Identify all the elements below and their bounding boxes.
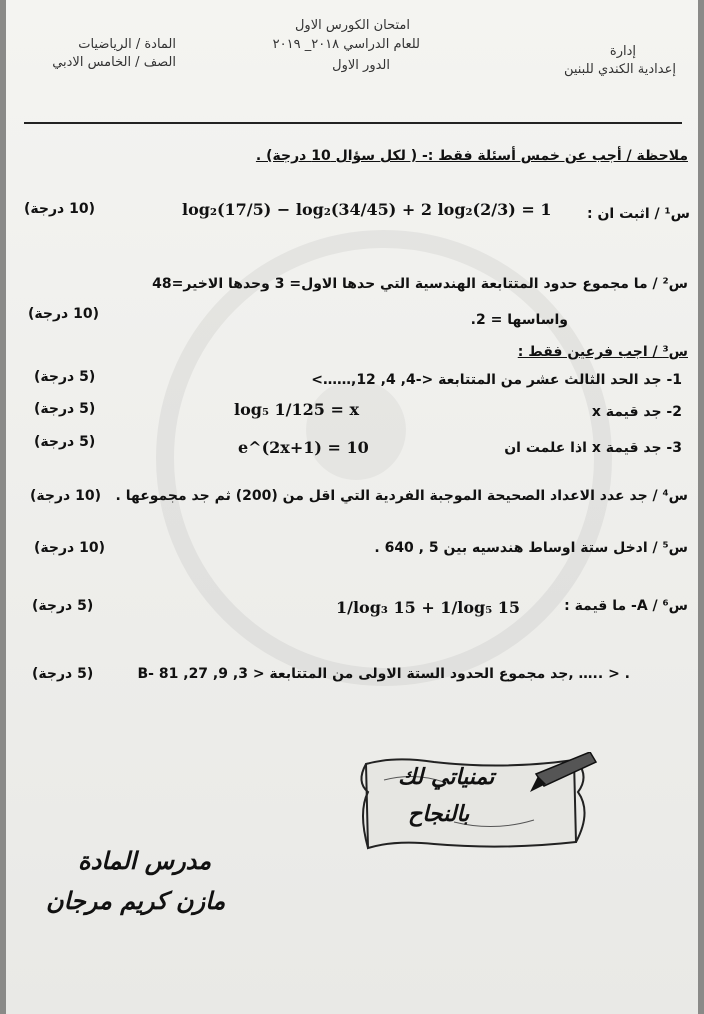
- q3-item1: 1- جد الحد الثالث عشر من المتتابعة <-4, 4, 12,……>: [311, 372, 682, 388]
- q3-item3-expression: e^(2x+1) = 10: [238, 438, 369, 457]
- q1-marks: (10 درجة): [24, 201, 95, 217]
- q5-marks: (10 درجة): [34, 540, 105, 556]
- header-exam-title: امتحان الكورس الاول: [294, 18, 410, 33]
- q4-text: س⁴ / جد عدد الاعداد الصحيحة الموجبة الفردية التي اقل من (200) ثم جد مجموعها .: [115, 488, 688, 504]
- header-subject: المادة / الرياضيات: [78, 37, 176, 52]
- exam-paper: [6, 0, 698, 1014]
- q3-marks2: (5 درجة): [34, 401, 96, 417]
- header-grade: الصف / الخامس الادبي: [52, 55, 176, 70]
- q3-label: س³ / اجب فرعين فقط :: [517, 344, 688, 360]
- q4-marks: (10 درجة): [30, 488, 101, 504]
- q5-text: س⁵ / ادخل ستة اوساط هندسيه بين 5 , 640 .: [374, 540, 688, 556]
- q1-expression: log₂(17/5) − log₂(34/45) + 2 log₂(2/3) = 1: [182, 200, 552, 219]
- q3-item3: 3- جد قيمة x اذا علمت ان: [504, 440, 682, 456]
- q2-marks: (10 درجة): [28, 306, 99, 322]
- stamp-text-line2: بالنجاح: [408, 802, 470, 827]
- q3-item2: 2- جد قيمة x: [591, 404, 682, 420]
- q3-item2-expression: log₅ 1/125 = x: [234, 400, 359, 419]
- q6-label-a: س⁶ / A- ما قيمة :: [564, 598, 688, 614]
- q6-marks-b: (5 درجة): [32, 666, 94, 682]
- exam-note: ملاحظة / أجب عن خمس أسئلة فقط :- ( لكل سؤال 10 درجة) .: [255, 148, 688, 164]
- teacher-title: مدرس المادة: [78, 846, 212, 875]
- q3-marks3: (5 درجة): [34, 434, 96, 450]
- header-school: إعدادية الكندي للبنين: [563, 62, 676, 77]
- q6-text-b: B- جد مجموع الحدود الستة الاولى من المتتابعة < 3, 9, 27, 81, ….. > .: [137, 666, 630, 682]
- q3-marks1: (5 درجة): [34, 369, 96, 385]
- header-round: الدور الاول: [332, 58, 390, 73]
- q2-line2: واساسها = 2.: [470, 312, 568, 328]
- q1-label: س¹ / اثبت ان :: [586, 206, 690, 222]
- watermark-center: [306, 380, 406, 480]
- stamp-text-line1: تمنياتي لك: [398, 765, 495, 790]
- q6-expression-a: 1/log₃ 15 + 1/log₅ 15: [336, 598, 521, 617]
- q6-marks-a: (5 درجة): [32, 598, 94, 614]
- header-year: للعام الدراسي ٢٠١٨_ ٢٠١٩: [272, 37, 420, 52]
- header-divider: [24, 122, 682, 124]
- q2-line1: س² / ما مجموع حدود المتتابعة الهندسية التي حدها الاول= 3 وحدها الاخير=48: [152, 276, 688, 292]
- header-admin: إدارة: [609, 44, 636, 59]
- teacher-name: مازن كريم مرجان: [46, 886, 226, 915]
